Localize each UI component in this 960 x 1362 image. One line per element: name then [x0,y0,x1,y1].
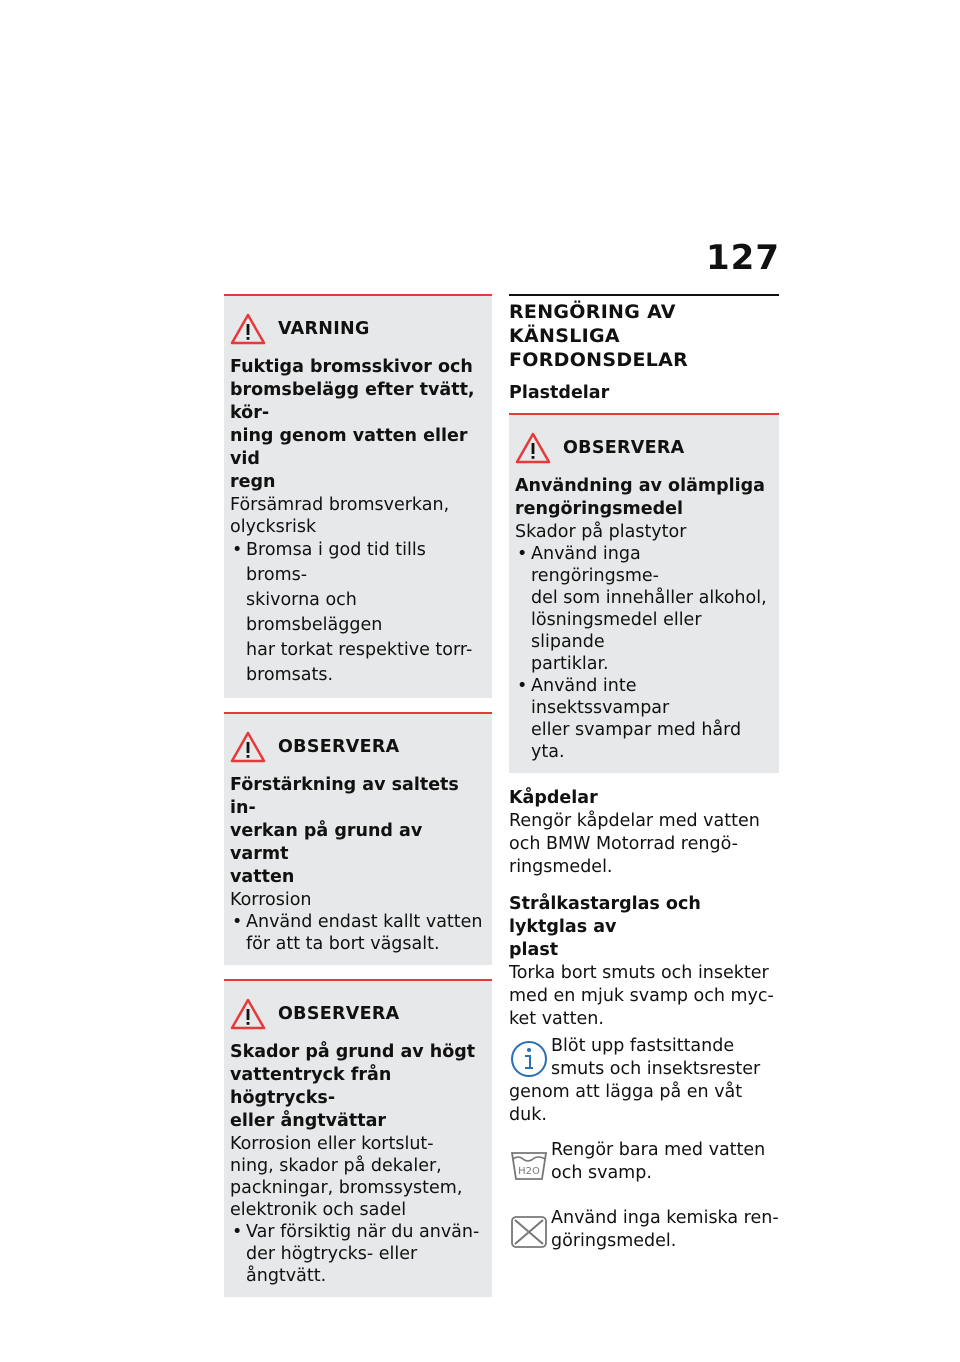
note-water: H2O Rengör bara med vatten och svamp. [509,1139,779,1185]
kapdelar-text: Rengör kåpdelar med vatten och BMW Motorrad rengö- ringsmedel. [509,811,760,877]
box-subtitle: Användning av olämpliga rengöringsmedel [515,476,765,519]
plastdelar-heading: Plastdelar [509,383,610,403]
box-subtitle: Fuktiga bromsskivor och bromsbelägg efter tvätt, kör- ning genom vatten eller vid regn [230,357,475,492]
no-chemicals-icon [509,1211,549,1251]
kapdelar-heading: Kåpdelar [509,788,598,808]
box-title: OBSERVERA [278,1004,400,1024]
box-text: Försämrad bromsverkan, olycksrisk [230,495,450,537]
glas-heading: Strålkastarglas och lyktglas av plast [509,894,701,960]
h2o-label: H2O [518,1166,540,1177]
box-text: Korrosion [230,890,312,910]
warning-triangle-icon [230,998,266,1030]
section-title: RENGÖRING AV KÄNSLIGA FORDONSDELAR [509,294,779,372]
note-no-chemicals: Använd inga kemiska ren- göringsmedel. [509,1207,779,1253]
box-title: VARNING [278,319,370,339]
page-number: 127 [706,238,780,278]
bullet-item: • Bromsa i god tid tills broms- skivorna och bromsbeläggen har torkat respektive torr- bromsats. [230,538,486,688]
warning-triangle-icon [230,313,266,345]
box-text: Korrosion eller kortslut- ning, skador på dekaler, packningar, bromssystem, elektronik och sadel [230,1134,463,1220]
notice-box-salt [224,712,492,965]
warning-triangle-icon [515,432,551,464]
warning-triangle-icon [230,731,266,763]
notice-box-plastics [509,413,779,773]
right-column [509,294,779,1261]
notice-box-pressure [224,979,492,1297]
info-icon [509,1039,549,1079]
box-title: OBSERVERA [278,737,400,757]
note-info: Blöt upp fastsittande smuts och insektsrester genom att lägga på en våt duk. [509,1036,761,1125]
warning-box-varning [224,294,492,698]
glas-text: Torka bort smuts och insekter med en mjuk svamp och myc- ket vatten. [509,963,774,1029]
water-h2o-icon [509,1143,549,1183]
bullet-item: • Använd inga rengöringsme- del som innehåller alkohol, lösningsmedel eller slipande partiklar. [515,543,773,675]
box-text: Skador på plastytor [515,522,687,542]
bullet-item: • Använd inte insektssvampar eller svampar med hård yta. [515,675,773,763]
box-title: OBSERVERA [563,438,685,458]
box-subtitle: Förstärkning av saltets in- verkan på grund av varmt vatten [230,775,459,887]
left-column [224,294,492,1311]
bullet-item: • Var försiktig när du använ- der högtrycks- eller ångtvätt. [230,1221,486,1287]
bullet-item: • Använd endast kallt vatten för att ta bort vägsalt. [230,911,486,955]
box-subtitle: Skador på grund av högt vattentryck från högtrycks- eller ångtvättar [230,1042,476,1131]
